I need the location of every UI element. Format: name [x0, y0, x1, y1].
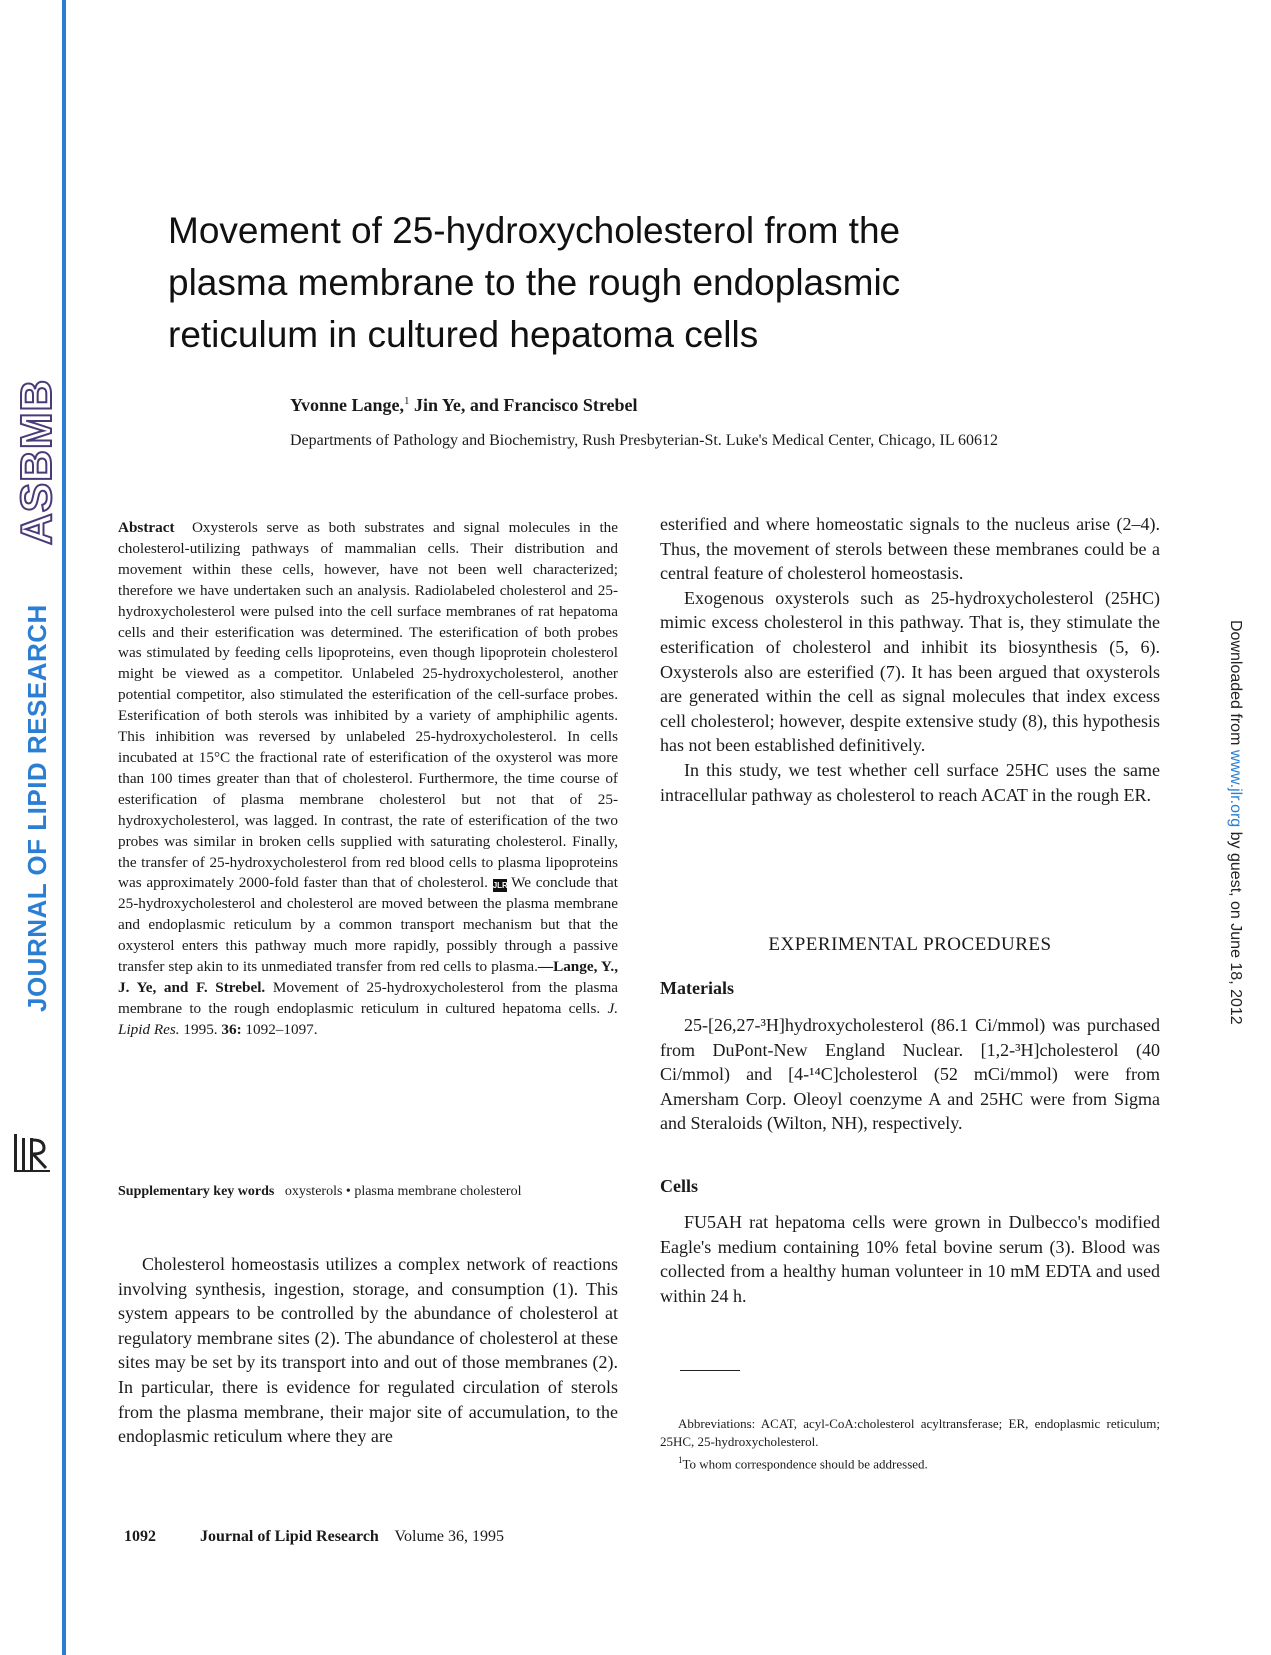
key-words [118, 1184, 618, 1200]
download-note: Downloaded from www.jlr.org by guest, on June 18, 2012 [1227, 620, 1244, 1025]
materials-paragraph: 25-[26,27-³H]hydroxycholesterol (86.1 Ci/mmol) was purchased from DuPont-New England Nuclear. [1,2-³H]cholesterol (40 Ci/mmol) and [4-¹⁴C]cholesterol (52 mCi/mmol) were from Amersham Corp. Oleoyl coenzyme A and 25HC were from Sigma and Steraloids (Wilton, NH), respectively. [660, 1015, 1160, 1134]
footnotes [660, 1415, 1160, 1473]
title-line: plasma membrane to the rough endoplasmic [168, 262, 901, 303]
title-line: Movement of 25-hydroxycholesterol from the [168, 210, 901, 251]
key-words-terms: oxysterols • plasma membrane cholesterol [284, 1184, 522, 1199]
page-footer [124, 1528, 504, 1546]
abstract: Abstract Oxysterols serve as both substrates and signal molecules in the cholesterol-utilizing pathways of mammalian cells. Their distribution and movement within these cells, however, have not been well characterized; therefore we have undertaken such an analysis. Radiolabeled cholesterol and 25-hydroxycholesterol were pulsed into the cell surface membranes of rat hepatoma cells and their esterification was determined. The esterification of both probes was stimulated by feeding cells lipoproteins, even though lipoprotein cholesterol might be viewed as a competitor. Unlabeled 25-hydroxycholesterol, another potential competitor, also stimulated the esterification of the cell-surface probes. Esterification of both sterols was inhibited by a variety of amphiphilic agents. This inhibition was reversed by unlabeled 25-hydroxycholesterol. In cells incubated at 15°C the fractional rate of esterification of the oxysterol was more than 100 times greater than that of cholesterol. Furthermore, the time course of esterification of plasma membrane cholesterol but not that of 25-hydroxycholesterol, was lagged. In contrast, the rate of esterification of the two probes was similar in broken cells supplied with saturating cholesterol. Finally, the transfer of 25-hydroxycholesterol from red blood cells to plasma lipoproteins was approximately 2000-fold faster than that of cholesterol. JLR We conclude that 25-hydroxycholesterol and cholesterol are moved between the plasma membrane and endoplasmic reticulum by a common transport mechanism but that the oxysterol enters this pathway much more rapidly, possibly through a passive transfer step akin to its unmediated transfer from red cells to plasma.—Lange, Y., J. Ye, and F. Strebel. Movement of 25-hydroxycholesterol from the plasma membrane to the rough endoplasmic reticulum in cultured hepatoma cells. J. Lipid Res. 1995. 36: 1092–1097. [118, 519, 619, 1038]
jlr-link[interactable]: www.jlr.org [1227, 749, 1244, 828]
abstract-label: Abstract [118, 519, 175, 536]
page-number: 1092 [124, 1528, 156, 1545]
key-words-label: Supplementary key words [118, 1184, 275, 1199]
jlr-media-icon: JLR [492, 881, 508, 891]
footer-volume: Volume 36, 1995 [394, 1528, 505, 1545]
author-list: Yvonne Lange,$^1$ Jin Ye, and Francisco Strebel [290, 395, 638, 415]
cells-paragraph: FU5AH rat hepatoma cells were grown in Dulbecco's modified Eagle's medium containing 10% fetal bovine serum (3). Blood was collected from a healthy human volunteer in 10 mM EDTA and used within 24 h. [660, 1212, 1160, 1306]
correspondence-footnote: $^1$To whom correspondence should be addressed. [678, 1455, 928, 1472]
journal-name-vertical: JOURNAL OF LIPID RESEARCH [22, 604, 52, 1012]
body-paragraph: esterified and where homeostatic signals to the nucleus arise (2–4). Thus, the movement of sterols between these membranes could be a central feature of cholesterol homeostasis. [660, 514, 1160, 584]
body-paragraph: In this study, we test whether cell surface 25HC uses the same intracellular pathway as cholesterol to reach ACAT in the rough ER. [660, 759, 1160, 805]
footer-journal: Journal of Lipid Research [200, 1528, 379, 1545]
affiliation: Departments of Pathology and Biochemistry, Rush Presbyterian-St. Luke's Medical Center, Chicago, IL 60612 [290, 432, 999, 449]
article-title [168, 205, 1068, 361]
section-heading: EXPERIMENTAL PROCEDURES [768, 934, 1052, 955]
intro-paragraph: Cholesterol homeostasis utilizes a complex network of reactions involving synthesis, ingestion, storage, and consumption (1). This system appears to be controlled by the abundance of cholesterol at regulatory membrane sites (2). The abundance of cholesterol at these sites may be set by its transport into and out of those membranes (2). In particular, there is evidence for regulated circulation of sterols from the plasma membrane, their major site of accumulation, to the endoplasmic reticulum where they are [118, 1254, 618, 1447]
materials-heading: Materials [660, 978, 734, 998]
asbmb-logo-text: ASBMB [12, 378, 61, 545]
jlr-logo-icon [12, 1132, 52, 1174]
intro-continued [660, 512, 1160, 807]
cells-heading: Cells [660, 1176, 698, 1196]
body-paragraph: Exogenous oxysterols such as 25-hydroxycholesterol (25HC) mimic excess cholesterol in this pathway. That is, they stimulate the esterification of cholesterol and inhibit its biosynthesis (5, 6). Oxysterols also are esterified (7). It has been argued that oxysterols are generated within the cell as signal molecules that index excess cell cholesterol; however, despite extensive study (8), this hypothesis has not been established definitively. [660, 587, 1160, 756]
sidebar-accent-line [62, 0, 66, 1655]
abbreviations-footnote: Abbreviations: ACAT, acyl-CoA:cholesterol acyltransferase; ER, endoplasmic reticulum; 25HC, 25-hydroxycholesterol. [660, 1416, 1160, 1449]
title-line: reticulum in cultured hepatoma cells [168, 314, 759, 355]
footnote-divider [680, 1370, 740, 1371]
